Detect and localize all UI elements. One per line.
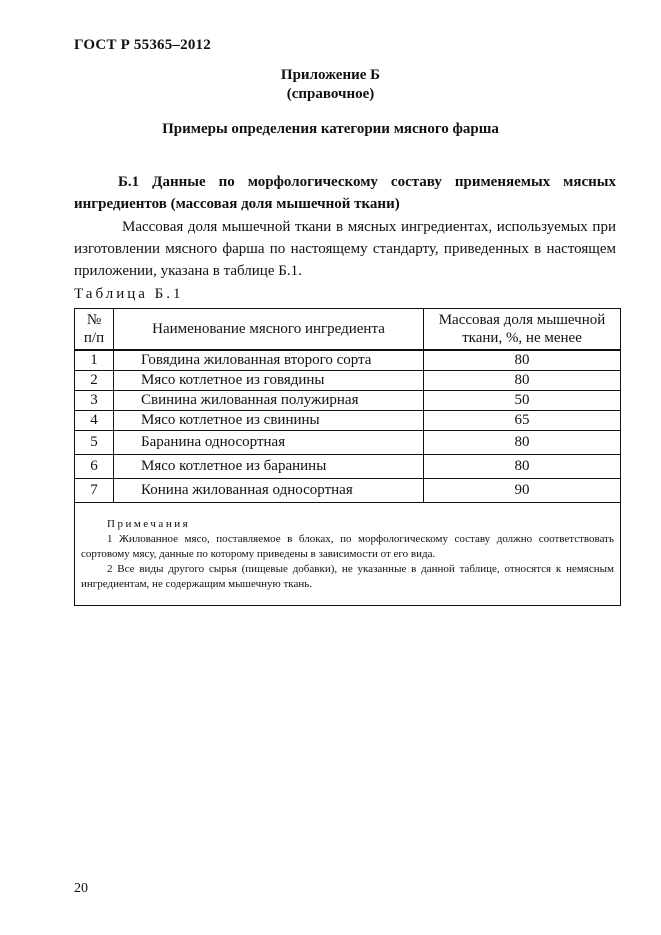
- row-number: 4: [75, 411, 114, 431]
- row-ingredient: Мясо котлетное из баранины: [114, 455, 424, 479]
- table-notes: [75, 503, 621, 606]
- row-value: 80: [424, 371, 621, 391]
- row-value: 80: [424, 455, 621, 479]
- header-number-line2: п/п: [83, 330, 105, 346]
- ingredients-table: [74, 308, 621, 606]
- note-item: 2 Все виды другого сырья (пищевые добавки), не указанные в данной таблице, относятся к немясным ингредиентам, не содержащим мышечную ткань.: [81, 563, 614, 590]
- examples-title: Примеры определения категории мясного фарша: [162, 121, 499, 137]
- row-ingredient: Баранина односортная: [114, 431, 424, 455]
- row-number: 1: [75, 350, 114, 371]
- row-value: 80: [424, 431, 621, 455]
- table-row: [75, 350, 621, 371]
- header-ingredient-name: Наименование мясного ингредиента: [114, 309, 424, 351]
- row-ingredient: Мясо котлетное из говядины: [114, 371, 424, 391]
- appendix-title: [0, 66, 661, 104]
- header-number: [75, 309, 114, 351]
- note-item: 1 Жилованное мясо, поставляемое в блоках, по морфологическому составу должно соответствовать сортовому мясу, данные по которому приведены в зависимости от его вида.: [81, 533, 614, 560]
- table-label: Таблица Б.1: [74, 286, 184, 302]
- table-row: [75, 391, 621, 411]
- row-value: 65: [424, 411, 621, 431]
- row-value: 90: [424, 479, 621, 503]
- table-row: [75, 371, 621, 391]
- row-ingredient: Конина жилованная односортная: [114, 479, 424, 503]
- section-heading: Б.1 Данные по морфологическому составу применяемых мясных ингредиентов (массовая доля мышечной ткани): [74, 174, 616, 212]
- header-muscle-fraction-line1: Массовая доля мышечной: [438, 312, 606, 328]
- appendix-name: Приложение Б: [280, 67, 381, 83]
- row-number: 7: [75, 479, 114, 503]
- standard-code: ГОСТ Р 55365–2012: [74, 37, 211, 53]
- row-value: 80: [424, 350, 621, 371]
- row-number: 3: [75, 391, 114, 411]
- row-ingredient: Мясо котлетное из свинины: [114, 411, 424, 431]
- header-muscle-fraction-line2: ткани, %, не менее: [462, 330, 582, 346]
- header-muscle-fraction: [424, 309, 621, 351]
- row-value: 50: [424, 391, 621, 411]
- table-row: [75, 455, 621, 479]
- row-number: 5: [75, 431, 114, 455]
- header-number-line1: №: [86, 312, 102, 328]
- table-header-row: [75, 309, 621, 351]
- table-row: [75, 431, 621, 455]
- row-ingredient: Говядина жилованная второго сорта: [114, 350, 424, 371]
- row-number: 2: [75, 371, 114, 391]
- table-notes-row: [75, 503, 621, 606]
- section-paragraph: Массовая доля мышечной ткани в мясных ингредиентах, используемых при изготовлении мясного фарша по настоящему стандарту, приведенных в настоящем приложении, указана в таблице Б.1.: [74, 219, 616, 279]
- table-row: [75, 479, 621, 503]
- page-number: 20: [74, 881, 88, 896]
- row-number: 6: [75, 455, 114, 479]
- table-row: [75, 411, 621, 431]
- notes-title: Примечания: [107, 518, 191, 530]
- appendix-type: (справочное): [286, 86, 375, 102]
- row-ingredient: Свинина жилованная полужирная: [114, 391, 424, 411]
